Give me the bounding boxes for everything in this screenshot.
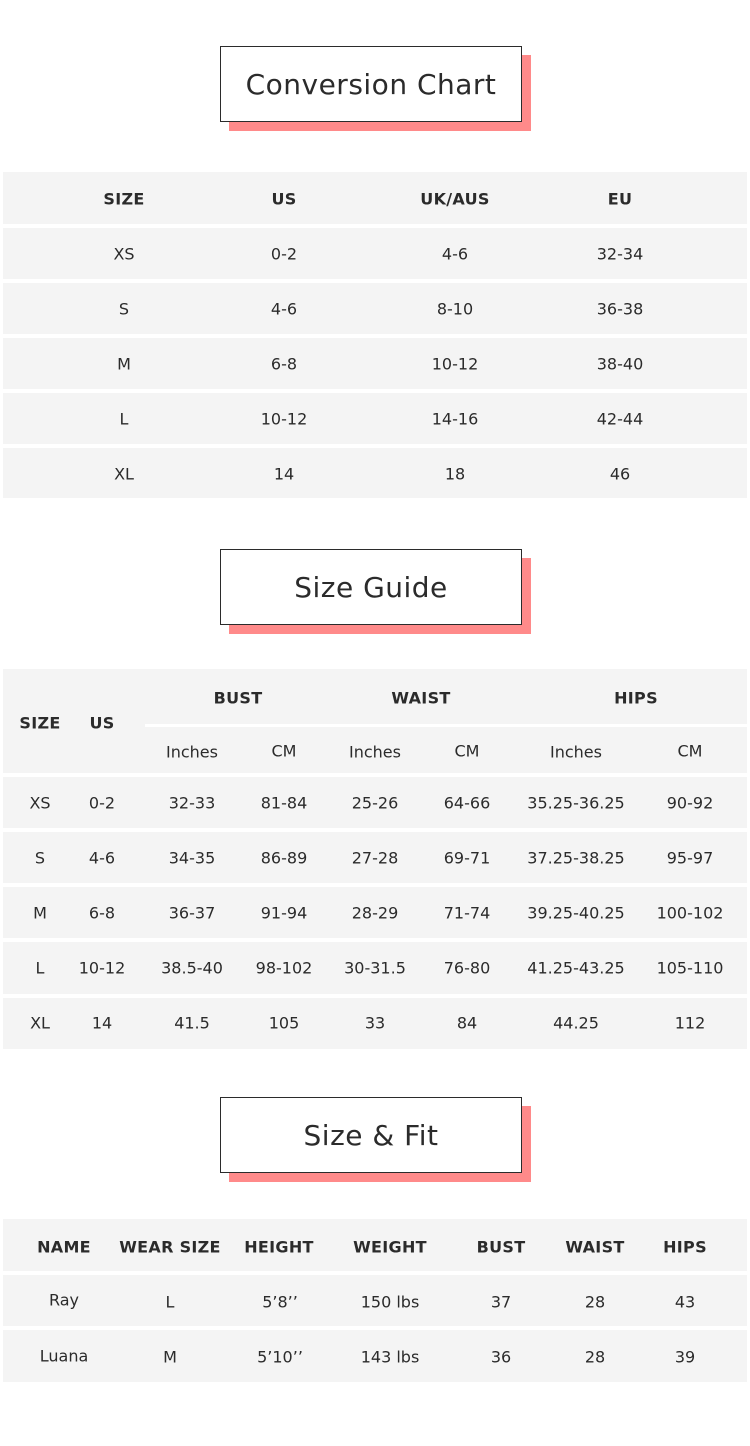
table-cell: 90-92 <box>666 793 714 813</box>
table-cell: 100-102 <box>656 903 724 923</box>
table-cell: 25-26 <box>351 793 399 813</box>
table-cell: 33 <box>364 1013 386 1033</box>
table-cell: 105-110 <box>656 958 724 978</box>
table-cell: XS <box>29 793 51 813</box>
table-cell: 69-71 <box>443 848 491 868</box>
column-header: HIPS <box>614 688 658 708</box>
column-subheader: CM <box>271 741 297 761</box>
column-header: BUST <box>213 688 263 708</box>
table-cell: 30-31.5 <box>344 958 406 978</box>
table-cell: 5’10’’ <box>257 1347 303 1367</box>
table-cell: 32-33 <box>168 793 216 813</box>
table-cell: 112 <box>674 1013 706 1033</box>
column-header: EU <box>607 189 633 209</box>
table-cell: Luana <box>39 1346 89 1366</box>
table-cell: L <box>165 1292 175 1312</box>
table-cell: 41.25-43.25 <box>527 958 625 978</box>
table-cell: 6-8 <box>270 354 298 374</box>
table-cell: 35.25-36.25 <box>527 793 625 813</box>
table-cell: XL <box>30 1013 50 1033</box>
table-cell: 5’8’’ <box>262 1292 298 1312</box>
table-cell: 39 <box>674 1347 696 1367</box>
column-header: HIPS <box>663 1237 707 1257</box>
table-cell: 71-74 <box>443 903 491 923</box>
table-cell: XL <box>114 464 134 484</box>
column-subheader: CM <box>677 741 703 761</box>
table-cell: 6-8 <box>88 903 116 923</box>
table-cell: 44.25 <box>553 1013 599 1033</box>
table-cell: 36-38 <box>596 299 644 319</box>
column-header: UK/AUS <box>420 189 490 209</box>
table-cell: 37.25-38.25 <box>527 848 625 868</box>
table-cell: 4-6 <box>88 848 116 868</box>
table-cell: 84 <box>456 1013 478 1033</box>
table-cell: 18 <box>444 464 466 484</box>
table-cell: 98-102 <box>255 958 313 978</box>
table-cell: 37 <box>490 1292 512 1312</box>
table-cell: 34-35 <box>168 848 216 868</box>
column-subheader: Inches <box>550 742 602 762</box>
column-header: NAME <box>37 1237 91 1257</box>
table-cell: 10-12 <box>431 354 479 374</box>
table-cell: 105 <box>268 1013 300 1033</box>
table-cell: S <box>34 848 46 868</box>
table-cell: 8-10 <box>436 299 474 319</box>
table-cell: 10-12 <box>260 409 308 429</box>
size-guide-title: Size Guide <box>294 570 448 604</box>
table-cell: 28 <box>584 1347 606 1367</box>
table-cell: 150 lbs <box>360 1292 420 1312</box>
table-cell: 43 <box>674 1292 696 1312</box>
table-cell: 95-97 <box>666 848 714 868</box>
heading-box <box>220 549 522 625</box>
heading-box <box>220 1097 522 1173</box>
table-cell: XS <box>113 244 135 264</box>
conversion-chart-title: Conversion Chart <box>245 67 497 101</box>
table-cell: 38-40 <box>596 354 644 374</box>
table-cell: 42-44 <box>596 409 644 429</box>
table-cell: 91-94 <box>260 903 308 923</box>
table-cell: 86-89 <box>260 848 308 868</box>
column-header: WEIGHT <box>353 1237 427 1257</box>
table-cell: 14 <box>91 1013 113 1033</box>
table-cell: 0-2 <box>270 244 298 264</box>
column-subheader: CM <box>454 741 480 761</box>
column-header: HEIGHT <box>244 1237 314 1257</box>
table-cell: M <box>33 903 47 923</box>
table-cell: M <box>117 354 131 374</box>
column-header: WAIST <box>565 1237 625 1257</box>
table-cell: 28-29 <box>351 903 399 923</box>
table-cell: 81-84 <box>260 793 308 813</box>
table-cell: 76-80 <box>443 958 491 978</box>
table-cell: 10-12 <box>78 958 126 978</box>
column-subheader: Inches <box>349 742 401 762</box>
table-cell: M <box>163 1347 177 1367</box>
table-cell: 64-66 <box>443 793 491 813</box>
table-cell: S <box>118 299 130 319</box>
table-cell: 32-34 <box>596 244 644 264</box>
table-cell: 0-2 <box>88 793 116 813</box>
conversion-chart-heading <box>220 46 524 125</box>
size-fit-heading <box>220 1097 524 1176</box>
table-cell: 46 <box>609 464 631 484</box>
column-subheader: Inches <box>166 742 218 762</box>
table-cell: 38.5-40 <box>161 958 223 978</box>
table-cell: 41.5 <box>174 1013 210 1033</box>
column-header: WAIST <box>391 688 451 708</box>
table-cell: L <box>119 409 129 429</box>
table-cell: 27-28 <box>351 848 399 868</box>
table-cell: L <box>35 958 45 978</box>
table-cell: 36-37 <box>168 903 216 923</box>
column-header: SIZE <box>19 713 61 733</box>
table-cell: 36 <box>490 1347 512 1367</box>
size-fit-title: Size & Fit <box>303 1118 439 1152</box>
table-cell: Ray <box>48 1290 80 1310</box>
column-header: BUST <box>476 1237 526 1257</box>
table-cell: 4-6 <box>441 244 469 264</box>
table-cell: 4-6 <box>270 299 298 319</box>
table-cell: 28 <box>584 1292 606 1312</box>
table-cell: 14-16 <box>431 409 479 429</box>
size-guide-heading <box>220 549 524 628</box>
column-header: WEAR SIZE <box>119 1237 221 1257</box>
column-header: SIZE <box>103 189 145 209</box>
table-cell: 14 <box>273 464 295 484</box>
table-cell: 39.25-40.25 <box>527 903 625 923</box>
column-header: US <box>89 713 115 733</box>
column-header: US <box>271 189 297 209</box>
table-cell: 143 lbs <box>360 1347 420 1367</box>
header-divider <box>145 724 747 727</box>
heading-box <box>220 46 522 122</box>
